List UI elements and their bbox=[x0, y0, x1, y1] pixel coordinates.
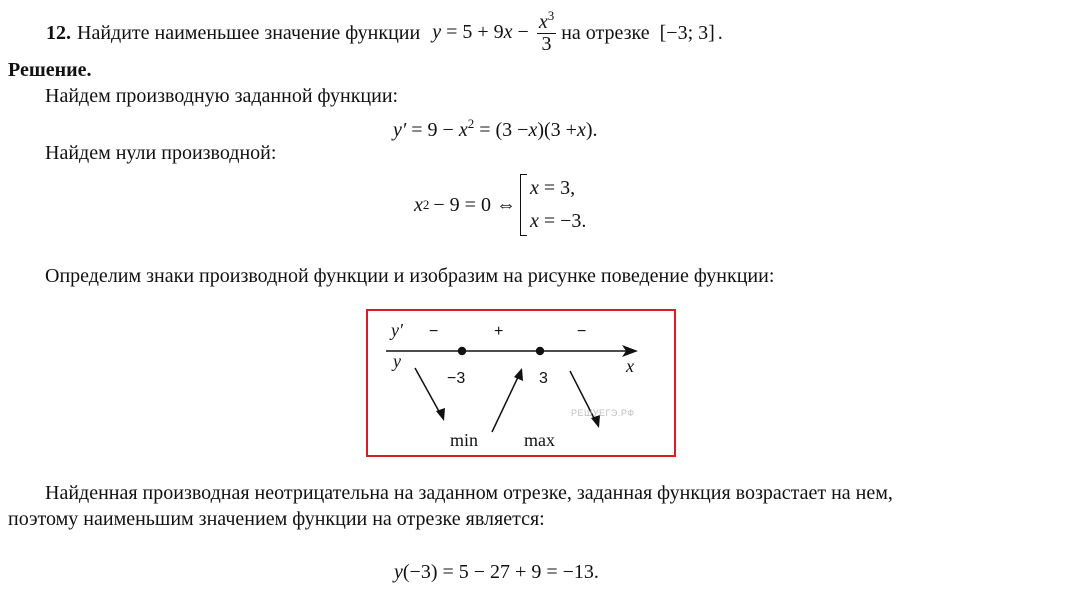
answer-formula: y(−3) = 5 − 27 + 9 = −13. bbox=[394, 561, 599, 583]
point-minus-3 bbox=[458, 347, 466, 355]
step-signs-text: Определим знаки производной функции и изобразим на рисунке поведение функции: bbox=[45, 265, 775, 287]
point-label-minus-3: −3 bbox=[447, 370, 466, 387]
solution-heading: Решение. bbox=[8, 59, 92, 81]
formula-fraction: $\frac{x^3}{3}$ bbox=[538, 7, 555, 55]
segment-value: [−3; 3] bbox=[659, 21, 715, 44]
decreasing-arrow-left bbox=[415, 368, 441, 415]
conclusion-line-1: Найденная производная неотрицательна на заданном отрезке, заданная функция возрастает на нем, bbox=[45, 482, 893, 504]
roots-system: x = 3, x = −3. bbox=[520, 172, 586, 238]
sign-diagram-graphics bbox=[368, 311, 674, 455]
watermark: РЕШУЕГЭ.РФ bbox=[571, 408, 635, 418]
increasing-arrow bbox=[492, 375, 519, 432]
sign-3: − bbox=[577, 323, 587, 340]
problem-number: 12. bbox=[46, 21, 71, 44]
step-derivative-text: Найдем производную заданной функции: bbox=[45, 85, 399, 107]
sign-1: − bbox=[429, 323, 439, 340]
derivative-formula: $y' = 9 - x^2 = (3 -x)(3 +x)$. bbox=[393, 116, 598, 141]
problem-formula: y = 5 + 9x − $\frac{x^3}{3}$ bbox=[432, 7, 555, 55]
zeros-formula: x 2 − 9 = 0 ⇔ x = 3, x = −3. bbox=[414, 170, 586, 240]
point-label-3: 3 bbox=[539, 370, 548, 387]
step-zeros-text: Найдем нули производной: bbox=[45, 142, 277, 164]
square-bracket bbox=[520, 174, 527, 236]
segment-text: на отрезке bbox=[561, 21, 650, 44]
label-y-prime: y′ bbox=[391, 320, 403, 340]
sign-diagram bbox=[366, 309, 676, 457]
conclusion-line-2: поэтому наименьшим значением функции на отрезке является: bbox=[8, 508, 545, 530]
problem-text: Найдите наименьшее значение функции bbox=[77, 21, 421, 44]
point-3 bbox=[536, 347, 544, 355]
min-label: min bbox=[450, 430, 479, 450]
problem-statement: 12. Найдите наименьшее значение функции y = 5 + 9x − $\frac{x^3}{3}$ на отрезке [−3; 3] . bbox=[46, 7, 723, 55]
max-label: max bbox=[524, 430, 555, 450]
label-y: y bbox=[393, 351, 401, 371]
sign-2: + bbox=[494, 323, 504, 340]
label-x-axis: x bbox=[626, 356, 634, 376]
